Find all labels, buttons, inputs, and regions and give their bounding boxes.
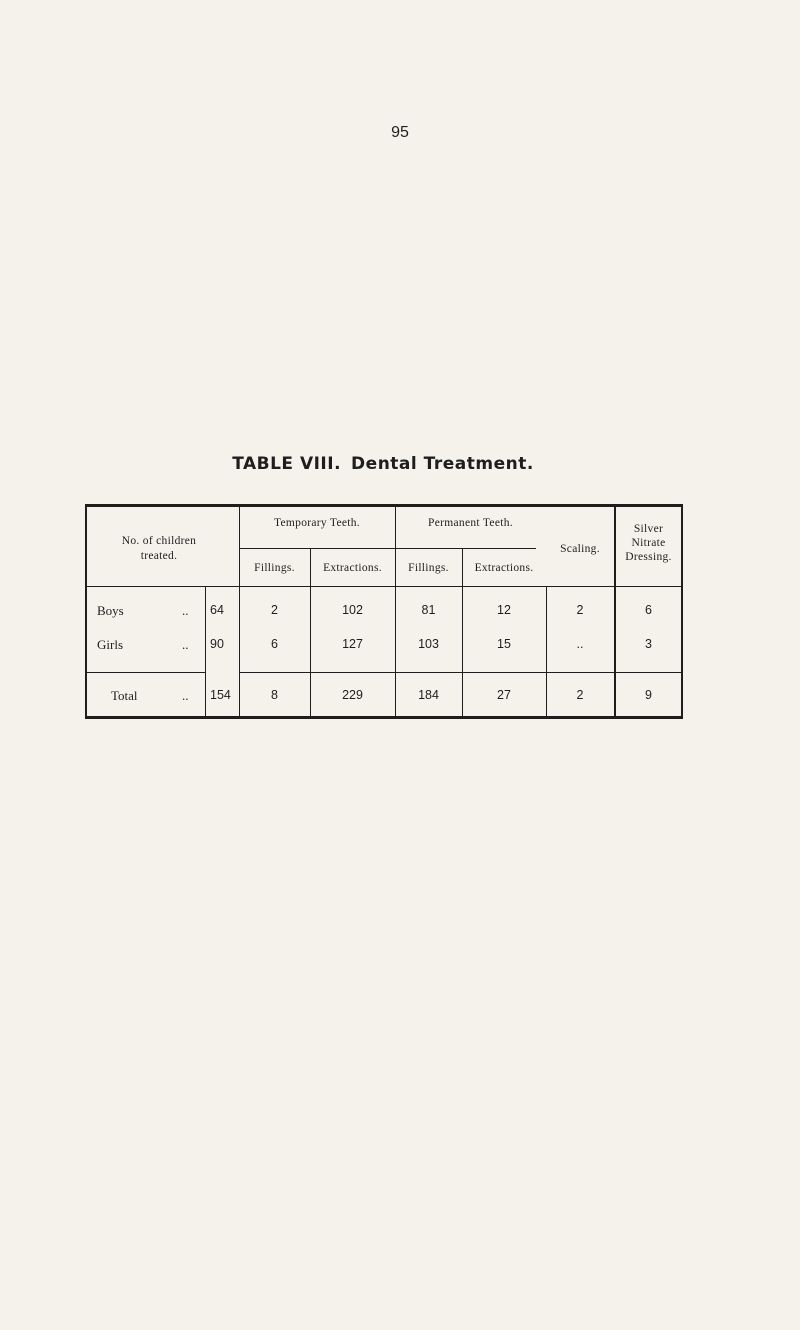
right-border bbox=[681, 504, 683, 719]
top-rule bbox=[85, 504, 683, 507]
total-rule-right bbox=[239, 672, 683, 673]
total-silver: 9 bbox=[645, 688, 652, 702]
header-children-line2: treated. bbox=[140, 550, 178, 562]
header-permanent: Permanent Teeth. bbox=[428, 517, 513, 529]
header-temporary: Temporary Teeth. bbox=[273, 517, 360, 529]
page-number: 95 bbox=[391, 124, 409, 141]
header-silver-line2: Nitrate bbox=[631, 537, 666, 549]
total-scaling: 2 bbox=[576, 688, 584, 702]
header-perm-fillings: Fillings. bbox=[408, 562, 449, 574]
perm-extractions-value: 15 bbox=[497, 637, 511, 651]
table-label: TABLE VIII. bbox=[232, 454, 342, 474]
temp-fillings-value: 6 bbox=[271, 637, 278, 651]
header-silver-nitrate bbox=[616, 522, 681, 564]
bottom-rule bbox=[85, 716, 683, 719]
total-perm-extractions: 27 bbox=[497, 688, 511, 702]
header-children-line1: No. of children bbox=[121, 535, 197, 547]
silver-value: 6 bbox=[645, 603, 652, 617]
header-bottom-rule bbox=[85, 586, 683, 587]
header-children bbox=[85, 534, 233, 564]
header-silver-line3: Dressing. bbox=[625, 551, 672, 563]
temp-extractions-value: 127 bbox=[342, 637, 363, 651]
header-temp-fillings: Fillings. bbox=[254, 562, 295, 574]
row-label: Boys bbox=[97, 603, 124, 618]
silver-value: 3 bbox=[645, 637, 652, 651]
header-perm-extractions: Extractions. bbox=[474, 562, 534, 574]
header-scaling: Scaling. bbox=[560, 543, 600, 555]
perm-fillings-value: 103 bbox=[418, 637, 439, 651]
header-silver-line1: Silver bbox=[633, 523, 664, 535]
total-temp-fillings: 8 bbox=[271, 688, 278, 702]
total-perm-fillings: 184 bbox=[418, 688, 439, 702]
total-dots: .. bbox=[182, 688, 189, 703]
row-dots: .. bbox=[182, 603, 189, 618]
total-temp-extractions: 229 bbox=[342, 688, 363, 702]
table-title-text: Dental Treatment. bbox=[351, 454, 534, 474]
temp-extractions-value: 102 bbox=[342, 603, 363, 617]
scaling-value: 2 bbox=[576, 603, 584, 617]
perm-fillings-value: 81 bbox=[421, 603, 436, 617]
table-title bbox=[0, 454, 766, 474]
row-dots: .. bbox=[182, 637, 189, 652]
dental-treatment-table bbox=[85, 504, 683, 719]
row-label: Girls bbox=[97, 637, 123, 652]
total-children: 154 bbox=[210, 688, 231, 702]
temp-fillings-value: 2 bbox=[271, 603, 278, 617]
children-count: 90 bbox=[210, 637, 224, 651]
total-rule-left bbox=[85, 672, 205, 673]
perm-extractions-value: 12 bbox=[497, 603, 511, 617]
total-label: Total bbox=[111, 688, 138, 703]
header-temp-extractions: Extractions. bbox=[323, 562, 382, 574]
subheader-rule bbox=[239, 548, 536, 549]
children-divider bbox=[205, 586, 206, 719]
scaling-value: .. bbox=[576, 637, 584, 651]
children-count: 64 bbox=[210, 603, 224, 617]
